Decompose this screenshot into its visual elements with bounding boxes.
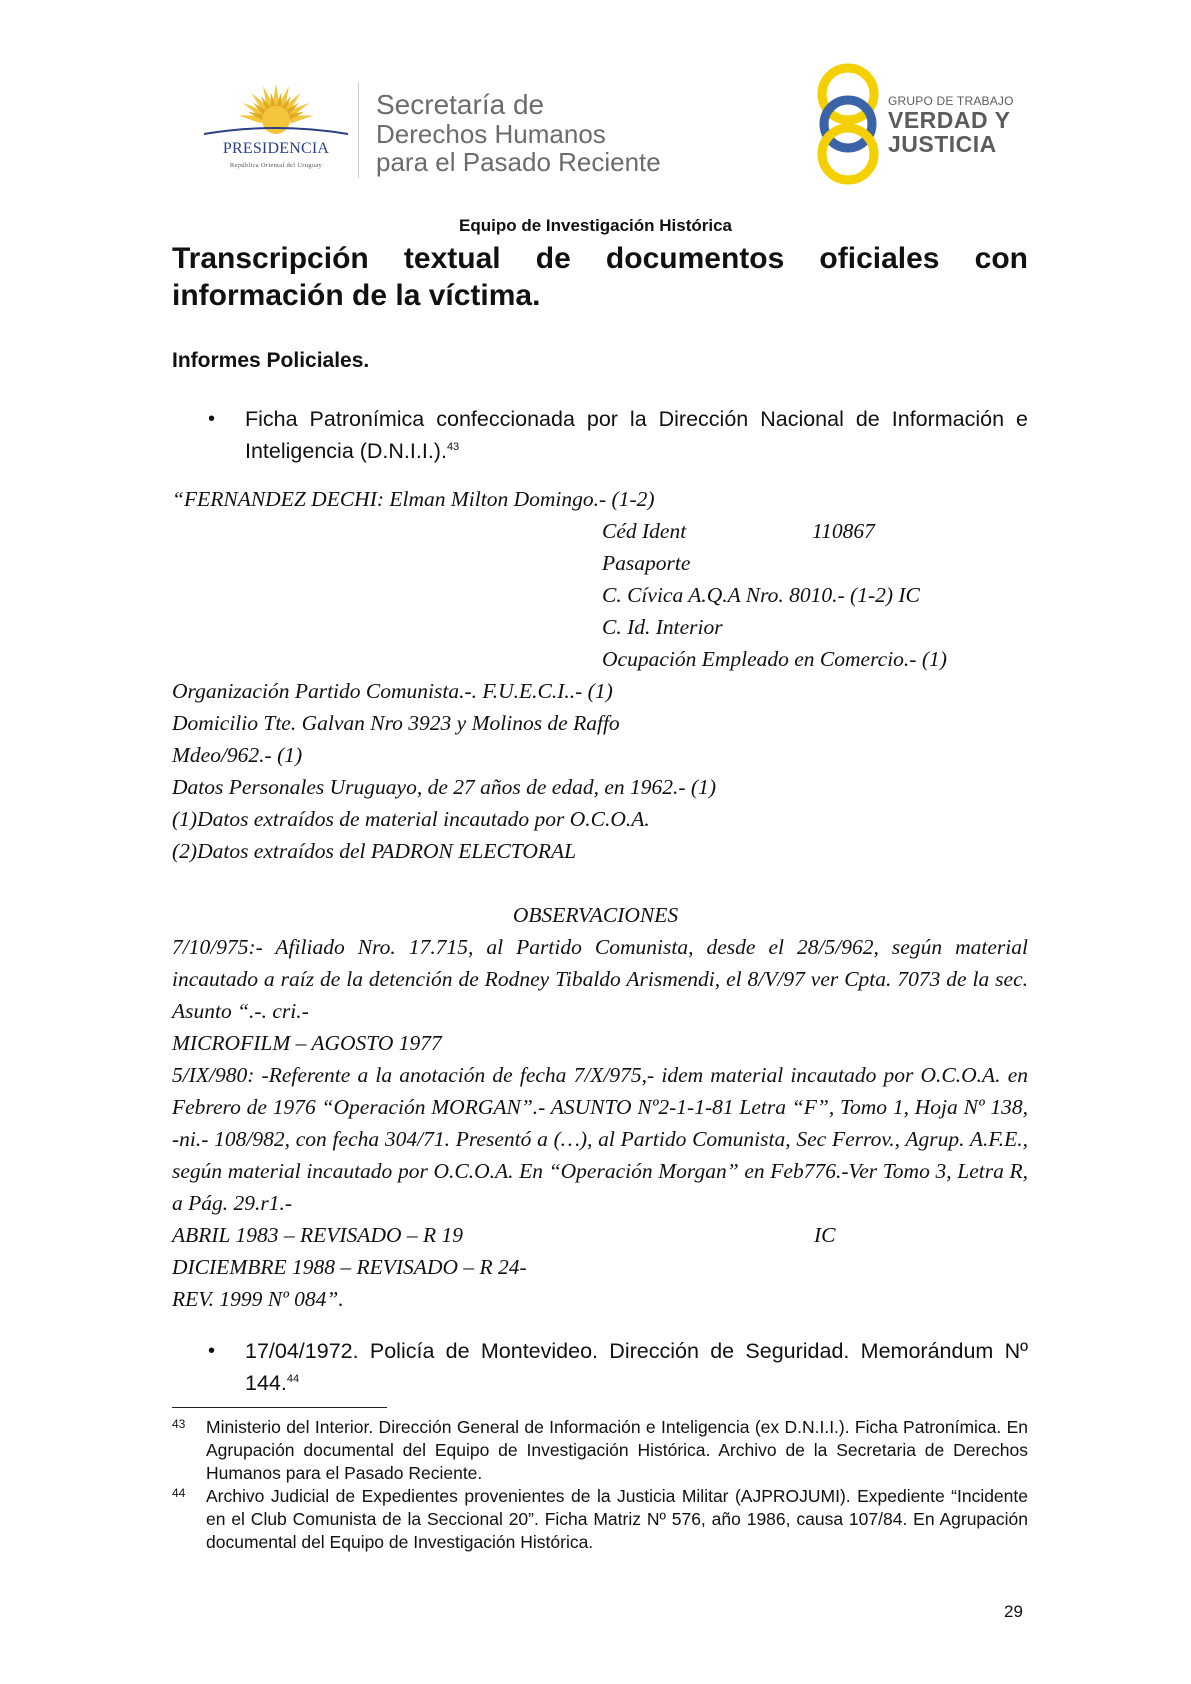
secretaria-line-2: Derechos Humanos — [376, 119, 606, 149]
observaciones-microfilm: MICROFILM – AGOSTO 1977 — [172, 1031, 442, 1055]
ficha-nota-1: (1)Datos extraídos de material incautado por O.C.O.A. — [172, 807, 650, 831]
team-heading: Equipo de Investigación Histórica — [459, 216, 732, 235]
bullet-item-1 — [245, 403, 1028, 467]
ficha-civica: C. Cívica A.Q.A Nro. 8010.- (1-2) IC — [602, 583, 920, 607]
observaciones-diciembre: DICIEMBRE 1988 – REVISADO – R 24- — [172, 1255, 527, 1279]
secretaria-line-1: Secretaría de — [376, 89, 545, 120]
footnote-number: 44 — [172, 1486, 186, 1500]
grupo-line-2: VERDAD Y — [888, 107, 1011, 133]
ficha-domicilio: Domicilio Tte. Galvan Nro 3923 y Molinos de Raffo — [172, 711, 620, 735]
bullet-marker: • — [208, 408, 216, 430]
grupo-line-1: GRUPO DE TRABAJO — [888, 94, 1014, 108]
observaciones-abril: ABRIL 1983 – REVISADO – R 19 — [172, 1223, 464, 1247]
bullet-1-text: Ficha Patronímica confeccionada por la Dirección Nacional de Información e Inteligencia (D.N.I.I.). — [245, 407, 1028, 463]
secretaria-logo-text — [376, 90, 661, 176]
section-subheading: Informes Policiales. — [172, 349, 370, 372]
observaciones-heading: OBSERVACIONES — [512, 903, 679, 927]
presidencia-wordmark: PRESIDENCIA — [222, 140, 330, 157]
page-title: Transcripción textual de documentos oficiales con información de la víctima. — [172, 242, 1028, 312]
presidencia-logo — [196, 82, 356, 182]
secretaria-line-3: para el Pasado Reciente — [376, 147, 661, 177]
ficha-organizacion: Organización Partido Comunista.-. F.U.E.C.I..- (1) — [172, 679, 613, 703]
footnote-43: Ministerio del Interior. Dirección General de Información e Inteligencia (ex D.N.I.I.). Ficha Patronímica. En Agrupación documental del Equipo de Investigación Histórica. Archivo de la Secretaria de Derechos Humanos para el Pasado Reciente. — [206, 1417, 1028, 1483]
header-divider — [358, 82, 359, 178]
ficha-datos-personales: Datos Personales Uruguayo, de 27 años de edad, en 1962.- (1) — [172, 775, 716, 799]
presidencia-subtitle: República Oriental del Uruguay — [229, 162, 323, 169]
bullet-2-text: 17/04/1972. Policía de Montevideo. Dirección de Seguridad. Memorándum Nº 144. — [245, 1339, 1028, 1395]
rings-logo-icon — [810, 62, 900, 186]
ficha-ced-label: Céd Ident — [602, 519, 687, 543]
observaciones-para-2: 5/IX/980: -Referente a la anotación de fecha 7/X/975,- idem material incautado por O.C.O.A. en Febrero de 1976 “Operación MORGAN”.- ASUNTO Nº2-1-1-81 Letra “F”, Tomo 1, Hoja Nº 138, -ni.- 108/982, con fecha 304/71. Presentó a (…), al Partido Comunista, Sec Ferrov., Agrup. A.F.E., según material incautado por O.C.O.A. En “Operación Morgan” en Feb776.-Ver Tomo 3, Letra R, a Pág. 29.r1.- — [172, 1063, 1028, 1215]
ficha-id-interior: C. Id. Interior — [602, 615, 723, 639]
footnote-number: 43 — [172, 1417, 186, 1431]
grupo-line-3: JUSTICIA — [888, 131, 997, 157]
footnote-44: Archivo Judicial de Expedientes provenientes de la Justicia Militar (AJPROJUMI). Expediente “Incidente en el Club Comunista de la Seccional 20”. Ficha Matriz Nº 576, año 1986, causa 107/84. En Agrupación documental del Equipo de Investigación Histórica. — [206, 1486, 1028, 1552]
ficha-mdeo: Mdeo/962.- (1) — [172, 743, 303, 767]
bullet-marker: • — [208, 1340, 216, 1362]
page-number: 29 — [1004, 1602, 1023, 1621]
ficha-nota-2: (2)Datos extraídos del PADRON ELECTORAL — [172, 839, 577, 863]
footnote-ref-44[interactable]: 44 — [286, 1372, 300, 1385]
bullet-item-2 — [245, 1335, 1028, 1399]
ficha-name-line: “FERNANDEZ DECHI: Elman Milton Domingo.- (1-2) — [172, 487, 655, 511]
observaciones-rev: REV. 1999 Nº 084”. — [172, 1287, 344, 1311]
ficha-ced-value: 110867 — [812, 519, 875, 543]
grupo-trabajo-text — [888, 94, 1014, 156]
footnote-separator — [172, 1407, 387, 1408]
observaciones-para-1: 7/10/975:- Afiliado Nro. 17.715, al Partido Comunista, desde el 28/5/962, según material incautado a raíz de la detención de Rodney Tibaldo Arismendi, el 8/V/97 ver Cpta. 7073 de la sec. Asunto “.-. cri.- — [172, 935, 1028, 1023]
sun-icon — [196, 82, 356, 144]
ficha-pasaporte: Pasaporte — [602, 551, 691, 575]
footnote-ref-43[interactable]: 43 — [446, 440, 460, 453]
observaciones-abril-ic: IC — [814, 1223, 836, 1247]
ficha-ocupacion: Ocupación Empleado en Comercio.- (1) — [602, 647, 947, 671]
